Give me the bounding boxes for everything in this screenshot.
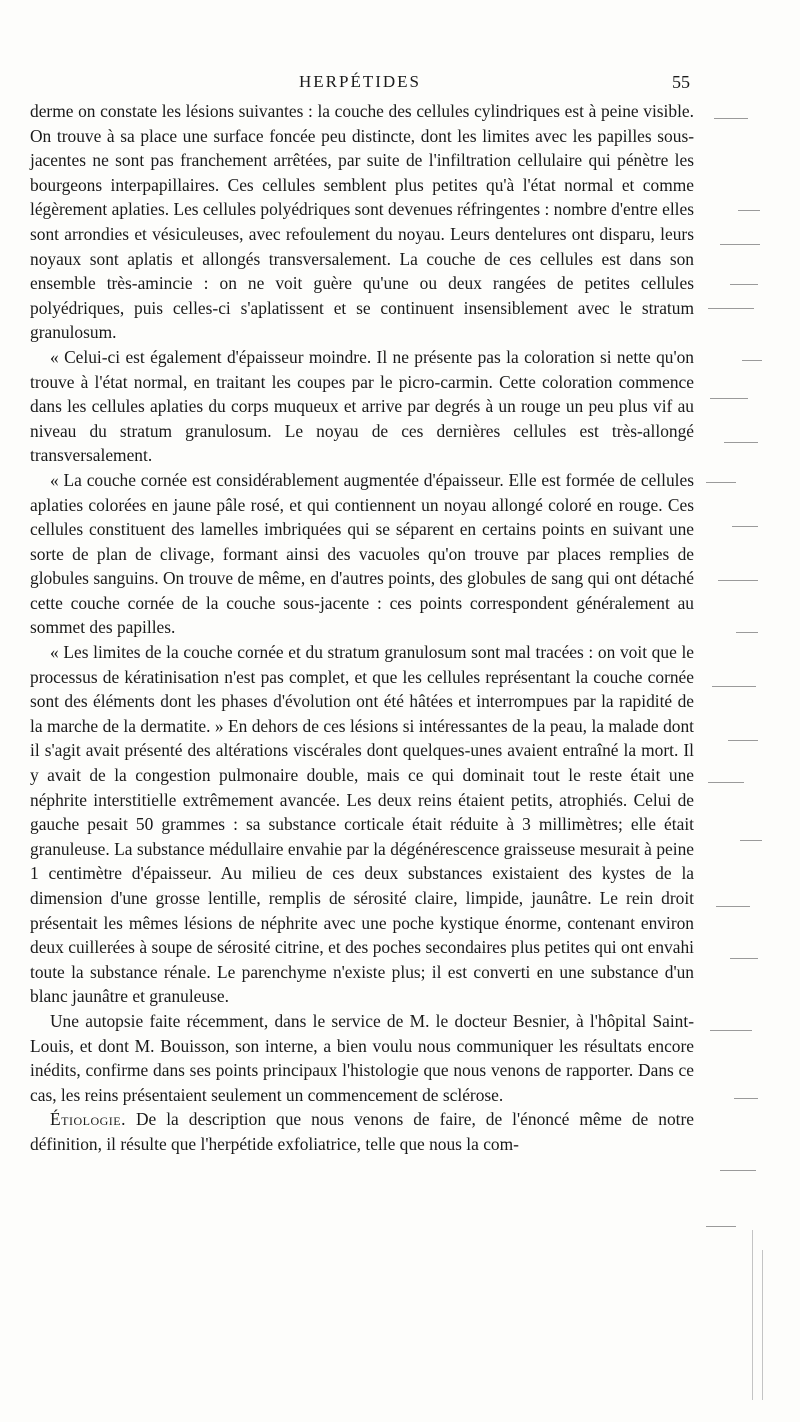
scan-mark <box>706 1226 736 1227</box>
final-paragraph-text: De la description que nous venons de faire, de l'énoncé même de notre définition, il résulte que l'herpétide exfoliatrice, telle que nous la com- <box>30 1109 694 1154</box>
scan-mark <box>720 1170 756 1171</box>
section-label-etiologie: Étiologie. <box>50 1109 126 1130</box>
scan-mark <box>732 526 758 527</box>
scan-mark <box>738 210 760 211</box>
paragraph: « Celui-ci est également d'épaisseur moindre. Il ne présente pas la coloration si nette qu'on trouve à l'état normal, en traitant les coupes par le picro-carmin. Cette coloration commence dans les cellules aplaties du corps muqueux et arrive par degrés à un rouge un peu plus vif au niveau du stratum granulosum. Le noyau de ces dernières cellules est très-allongé transversalement. <box>30 346 694 466</box>
scan-mark <box>762 1250 763 1400</box>
paragraph: « La couche cornée est considérablement augmentée d'épaisseur. Elle est formée de cellules aplaties colorées en jaune pâle rosé, et qui contiennent un noyau allongé coloré en rouge. Ces cellules constituent des lamelles imbriquées qui se séparent en certains points en suivant une sorte de plan de clivage, formant ainsi des vacuoles qu'on trouve par places remplies de globules sanguins. On trouve de même, en d'autres points, des globules de sang qui ont détaché cette couche cornée de la couche sous-jacente : ces points correspondent généralement au sommet des papilles. <box>30 469 694 638</box>
scan-mark <box>708 782 744 783</box>
scan-mark <box>734 1098 758 1099</box>
scan-mark <box>730 284 758 285</box>
scan-mark <box>718 580 758 581</box>
scan-mark <box>710 1030 752 1031</box>
scan-mark <box>712 686 756 687</box>
scan-mark <box>728 740 758 741</box>
scan-mark <box>730 958 758 959</box>
scan-mark <box>724 442 758 443</box>
scan-mark <box>736 632 758 633</box>
scan-mark <box>752 1230 753 1400</box>
paragraph: Une autopsie faite récemment, dans le service de M. le docteur Besnier, à l'hôpital Saint-Louis, et dont M. Bouisson, son interne, a bien voulu nous communiquer les résultats encore inédits, confirme dans ses points principaux l'histologie que nous venons de rapporter. Dans ce cas, les reins présentaient seulement un commencement de sclérose. <box>30 1010 694 1105</box>
body-text <box>30 99 694 1157</box>
scan-mark <box>716 906 750 907</box>
paragraph: derme on constate les lésions suivantes : la couche des cellules cylindriques est à peine visible. On trouve à sa place une surface foncée peu distincte, dont les limites avec les papilles sous-jacentes ne sont pas franchement arrêtées, par suite de l'infiltration cellulaire qui pénètre les bourgeons interpapillaires. Ces cellules semblent plus petites qu'à l'état normal et comme légèrement aplaties. Les cellules polyédriques sont devenues réfringentes : nombre d'entre elles sont arrondies et vésiculeuses, avec refoulement du noyau. Leurs dentelures ont disparu, leurs noyaux sont aplatis et allongés transversalement. La couche de ces cellules est dans son ensemble très-amincie : on ne voit guère qu'une ou deux rangées de petites cellules polyédriques, puis celles-ci s'aplatissent et se continuent insensiblement avec le stratum granulosum. <box>30 101 694 343</box>
final-paragraph <box>30 1107 694 1156</box>
running-title: HERPÉTIDES <box>299 72 421 91</box>
scan-mark <box>714 118 748 119</box>
margin-scan-marks <box>700 40 780 1400</box>
scan-mark <box>706 482 736 483</box>
running-head <box>30 72 690 96</box>
scan-mark <box>742 360 762 361</box>
page-number: 55 <box>672 72 690 92</box>
scan-mark <box>720 244 760 245</box>
scan-mark <box>708 308 754 309</box>
scan-mark <box>740 840 762 841</box>
paragraph: « Les limites de la couche cornée et du stratum granulosum sont mal tracées : on voit que le processus de kératinisation n'est pas complet, et que les cellules représentant la couche cornée sont des éléments dont les phases d'évolution ont été hâtées et interrompues par la rapidité de la marche de la dermatite. » En dehors de ces lésions si intéressantes de la peau, la malade dont il s'agit avait présenté des altérations viscérales dont quelques-unes avaient entraîné la mort. Il y avait de la congestion pulmonaire double, mais ce qui dominait tout le reste était une néphrite interstitielle extrêmement avancée. Les deux reins étaient petits, atrophiés. Celui de gauche pesait 50 grammes : sa substance corticale était réduite à 3 millimètres; elle était granuleuse. La substance médullaire envahie par la dégénérescence graisseuse mesurait à peine 1 centimètre d'épaisseur. Au milieu de ces deux substances existaient des kystes de la dimension d'une grosse lentille, remplis de sérosité claire, limpide, jaunâtre. Le rein droit présentait les mêmes lésions de néphrite avec une poche kystique énorme, contenant environ deux cuillerées à soupe de sérosité citrine, et des poches secondaires plus petites qui ont envahi toute la substance rénale. Le parenchyme n'existe plus; il est converti en une substance d'un blanc jaunâtre et granuleuse. <box>30 642 694 1007</box>
scan-mark <box>710 398 748 399</box>
